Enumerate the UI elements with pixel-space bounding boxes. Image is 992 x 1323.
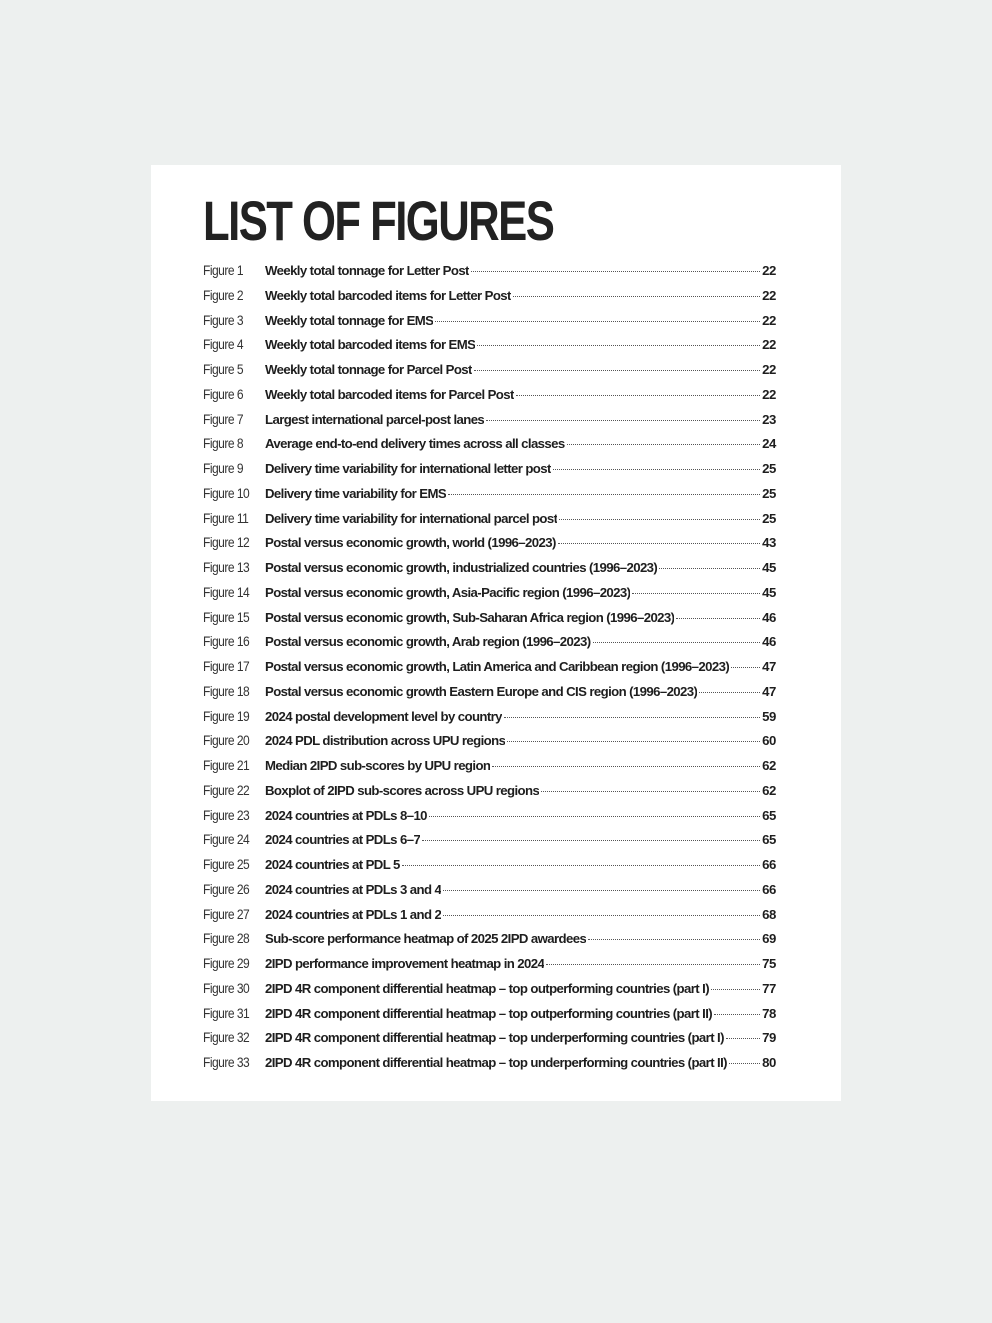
figure-title[interactable]: 2024 postal development level by country (265, 708, 502, 724)
dot-leader (477, 345, 760, 346)
dot-leader (513, 296, 760, 297)
figure-number: Figure 18 (203, 682, 250, 699)
figure-title[interactable]: Weekly total barcoded items for Letter Post (265, 287, 511, 303)
figure-entry[interactable] (203, 584, 776, 609)
figure-title[interactable]: Delivery time variability for EMS (265, 485, 447, 501)
figure-entry[interactable] (203, 386, 776, 411)
figure-number: Figure 15 (203, 608, 250, 625)
figure-title[interactable]: 2024 countries at PDLs 8–10 (265, 807, 427, 823)
dot-leader (711, 989, 760, 990)
dot-leader (474, 370, 760, 371)
figure-number: Figure 16 (203, 633, 250, 650)
dot-leader (448, 494, 760, 495)
page-number[interactable]: 62 (762, 758, 776, 773)
figure-number: Figure 12 (203, 534, 250, 551)
figure-entry[interactable] (203, 1005, 776, 1030)
dot-leader (714, 1014, 760, 1015)
figure-title[interactable]: Weekly total tonnage for Letter Post (265, 263, 469, 278)
figure-entry[interactable] (203, 559, 776, 584)
figure-title[interactable]: 2IPD 4R component differential heatmap – top underperforming countries (part I) (265, 1030, 724, 1046)
page-number[interactable]: 66 (762, 881, 776, 897)
figure-title[interactable]: 2IPD 4R component differential heatmap – top underperforming countries (part II) (265, 1055, 727, 1070)
figure-number: Figure 23 (203, 806, 250, 823)
figure-entry[interactable] (203, 831, 776, 856)
figure-title[interactable]: Postal versus economic growth, Sub-Saharan Africa region (1996–2023) (265, 609, 675, 625)
dot-leader (541, 791, 760, 792)
figure-number: Figure 8 (203, 435, 244, 452)
figure-number: Figure 3 (203, 311, 244, 328)
dot-leader (558, 543, 760, 544)
page-number[interactable]: 66 (762, 857, 776, 872)
dot-leader (729, 1063, 760, 1064)
page-number[interactable]: 25 (762, 510, 776, 526)
figure-title[interactable]: Postal versus economic growth, world (1996–2023) (265, 535, 556, 551)
dot-leader (443, 890, 760, 891)
figure-entry[interactable] (203, 757, 776, 782)
figure-number: Figure 22 (203, 781, 250, 798)
figure-entry[interactable] (203, 930, 776, 955)
dot-leader (593, 642, 761, 643)
page-number[interactable]: 45 (762, 560, 776, 575)
figure-number: Figure 19 (203, 707, 250, 724)
figure-number: Figure 26 (203, 880, 250, 897)
figure-title[interactable]: Average end-to-end delivery times across all classes (265, 436, 565, 452)
figure-title[interactable]: 2IPD 4R component differential heatmap – top outperforming countries (part I) (265, 980, 709, 996)
figure-title[interactable]: Postal versus economic growth, Arab region (1996–2023) (265, 634, 591, 650)
figure-title[interactable]: Weekly total barcoded items for Parcel Post (265, 386, 514, 402)
figure-title[interactable]: Weekly total tonnage for Parcel Post (265, 362, 472, 377)
page-number[interactable]: 22 (762, 312, 776, 328)
page-number[interactable]: 79 (762, 1030, 776, 1046)
dot-leader (504, 717, 760, 718)
figure-number: Figure 10 (203, 484, 250, 501)
page-number[interactable]: 22 (762, 386, 776, 402)
figure-title[interactable]: 2024 PDL distribution across UPU regions (265, 733, 506, 749)
figure-number: Figure 6 (203, 385, 244, 402)
figure-number: Figure 7 (203, 410, 244, 427)
dot-leader (429, 816, 760, 817)
figure-entry[interactable] (203, 782, 776, 807)
figure-title[interactable]: Postal versus economic growth, industrialized countries (1996–2023) (265, 560, 658, 575)
figure-title[interactable]: 2024 countries at PDLs 3 and 4 (265, 881, 442, 897)
dot-leader (567, 444, 761, 445)
figure-entry[interactable] (203, 287, 776, 312)
figure-entry[interactable] (203, 683, 776, 708)
dot-leader (553, 469, 760, 470)
figure-entry[interactable] (203, 955, 776, 980)
figure-title[interactable]: Delivery time variability for international letter post (265, 461, 551, 476)
page-number[interactable]: 68 (762, 906, 776, 922)
figure-entry[interactable] (203, 633, 776, 658)
dot-leader (492, 766, 760, 767)
page-number[interactable]: 46 (762, 609, 776, 625)
figure-entry[interactable] (203, 658, 776, 683)
figure-number: Figure 31 (203, 1004, 250, 1021)
figure-number: Figure 28 (203, 930, 250, 947)
figure-title[interactable]: Boxplot of 2IPD sub-scores across UPU regions (265, 782, 540, 798)
figure-title[interactable]: Weekly total barcoded items for EMS (265, 337, 476, 353)
figure-title[interactable]: 2024 countries at PDLs 6–7 (265, 832, 421, 848)
figure-number: Figure 5 (203, 361, 244, 377)
figure-entry[interactable] (203, 856, 776, 881)
figure-number: Figure 2 (203, 286, 244, 303)
dot-leader (516, 395, 760, 396)
page-number[interactable]: 22 (762, 337, 776, 353)
figure-entry[interactable] (203, 460, 776, 485)
figure-number: Figure 24 (203, 831, 250, 848)
figure-title[interactable]: Postal versus economic growth, Asia-Pacific region (1996–2023) (265, 584, 631, 600)
dot-leader (402, 865, 760, 866)
dot-leader (443, 915, 760, 916)
figure-entry[interactable] (203, 312, 776, 337)
dot-leader (559, 519, 760, 520)
dot-leader (731, 667, 760, 668)
page-number[interactable]: 43 (762, 535, 776, 551)
page-number[interactable]: 62 (762, 782, 776, 798)
figure-number: Figure 1 (203, 262, 244, 278)
figure-title[interactable]: Postal versus economic growth, Latin America and Caribbean region (1996–2023) (265, 659, 730, 674)
figure-number: Figure 33 (203, 1054, 250, 1070)
page-number[interactable]: 22 (762, 263, 776, 278)
figure-number: Figure 27 (203, 905, 250, 922)
figure-number: Figure 4 (203, 336, 244, 353)
figure-title[interactable]: Weekly total tonnage for EMS (265, 312, 434, 328)
figure-title[interactable]: Median 2IPD sub-scores by UPU region (265, 758, 491, 773)
page-number[interactable]: 46 (762, 634, 776, 650)
figure-entry[interactable] (203, 435, 776, 460)
figure-entry[interactable] (203, 534, 776, 559)
figure-entry[interactable] (203, 361, 776, 386)
page-number[interactable]: 75 (762, 956, 776, 971)
figure-entry[interactable] (203, 336, 776, 361)
page-number[interactable]: 22 (762, 287, 776, 303)
figure-title[interactable]: 2024 countries at PDL 5 (265, 857, 400, 872)
dot-leader (507, 741, 760, 742)
page-number[interactable]: 78 (762, 1005, 776, 1021)
figure-entry[interactable] (203, 708, 776, 733)
dot-leader (659, 568, 760, 569)
document-page (151, 165, 841, 1101)
figure-number: Figure 11 (203, 509, 249, 526)
figure-entry[interactable] (203, 485, 776, 510)
figure-number: Figure 29 (203, 955, 250, 971)
dot-leader (471, 271, 760, 272)
page-number[interactable]: 24 (762, 436, 776, 452)
dot-leader (546, 964, 760, 965)
page-number[interactable]: 80 (762, 1055, 776, 1070)
figure-number: Figure 25 (203, 856, 250, 872)
figure-entry[interactable] (203, 1054, 776, 1079)
figure-number: Figure 14 (203, 583, 250, 600)
page-number[interactable]: 60 (762, 733, 776, 749)
figure-number: Figure 13 (203, 559, 250, 575)
figure-number: Figure 30 (203, 979, 250, 996)
figure-entry[interactable] (203, 510, 776, 535)
dot-leader (726, 1038, 760, 1039)
page-number[interactable]: 25 (762, 461, 776, 476)
page-number[interactable]: 47 (762, 659, 776, 674)
dot-leader (676, 618, 760, 619)
figure-number: Figure 32 (203, 1029, 250, 1046)
figure-number: Figure 21 (203, 757, 250, 773)
figure-title[interactable]: 2024 countries at PDLs 1 and 2 (265, 906, 442, 922)
figure-entry[interactable] (203, 609, 776, 634)
figure-entry[interactable] (203, 906, 776, 931)
page-number[interactable]: 22 (762, 362, 776, 377)
page-number[interactable]: 59 (762, 708, 776, 724)
figure-title[interactable]: Largest international parcel-post lanes (265, 411, 485, 427)
dot-leader (486, 420, 760, 421)
figure-title[interactable]: Postal versus economic growth Eastern Europe and CIS region (1996–2023) (265, 683, 698, 699)
figure-number: Figure 17 (203, 658, 250, 674)
dot-leader (422, 840, 760, 841)
dot-leader (435, 321, 760, 322)
dot-leader (699, 692, 760, 693)
figure-title[interactable]: Delivery time variability for international parcel post (265, 510, 558, 526)
page-number[interactable]: 45 (762, 584, 776, 600)
page-title: LIST OF FIGURES (203, 189, 554, 252)
page-number[interactable]: 77 (762, 980, 776, 996)
figure-entry[interactable] (203, 732, 776, 757)
figure-title[interactable]: 2IPD performance improvement heatmap in 2024 (265, 956, 545, 971)
figure-number: Figure 9 (203, 460, 244, 476)
dot-leader (632, 593, 760, 594)
page-number[interactable]: 69 (762, 931, 776, 947)
figure-number: Figure 20 (203, 732, 250, 749)
page-number[interactable]: 47 (762, 683, 776, 699)
figure-list (203, 262, 776, 1079)
figure-entry[interactable] (203, 807, 776, 832)
page-number[interactable]: 65 (762, 832, 776, 848)
dot-leader (588, 939, 760, 940)
figure-title[interactable]: Sub-score performance heatmap of 2025 2IPD awardees (265, 931, 587, 947)
page-number[interactable]: 23 (762, 411, 776, 427)
figure-entry[interactable] (203, 980, 776, 1005)
figure-title[interactable]: 2IPD 4R component differential heatmap – top outperforming countries (part II) (265, 1005, 713, 1021)
figure-entry[interactable] (203, 411, 776, 436)
page-number[interactable]: 25 (762, 485, 776, 501)
page-number[interactable]: 65 (762, 807, 776, 823)
figure-entry[interactable] (203, 1029, 776, 1054)
figure-entry[interactable] (203, 881, 776, 906)
figure-entry[interactable] (203, 262, 776, 287)
